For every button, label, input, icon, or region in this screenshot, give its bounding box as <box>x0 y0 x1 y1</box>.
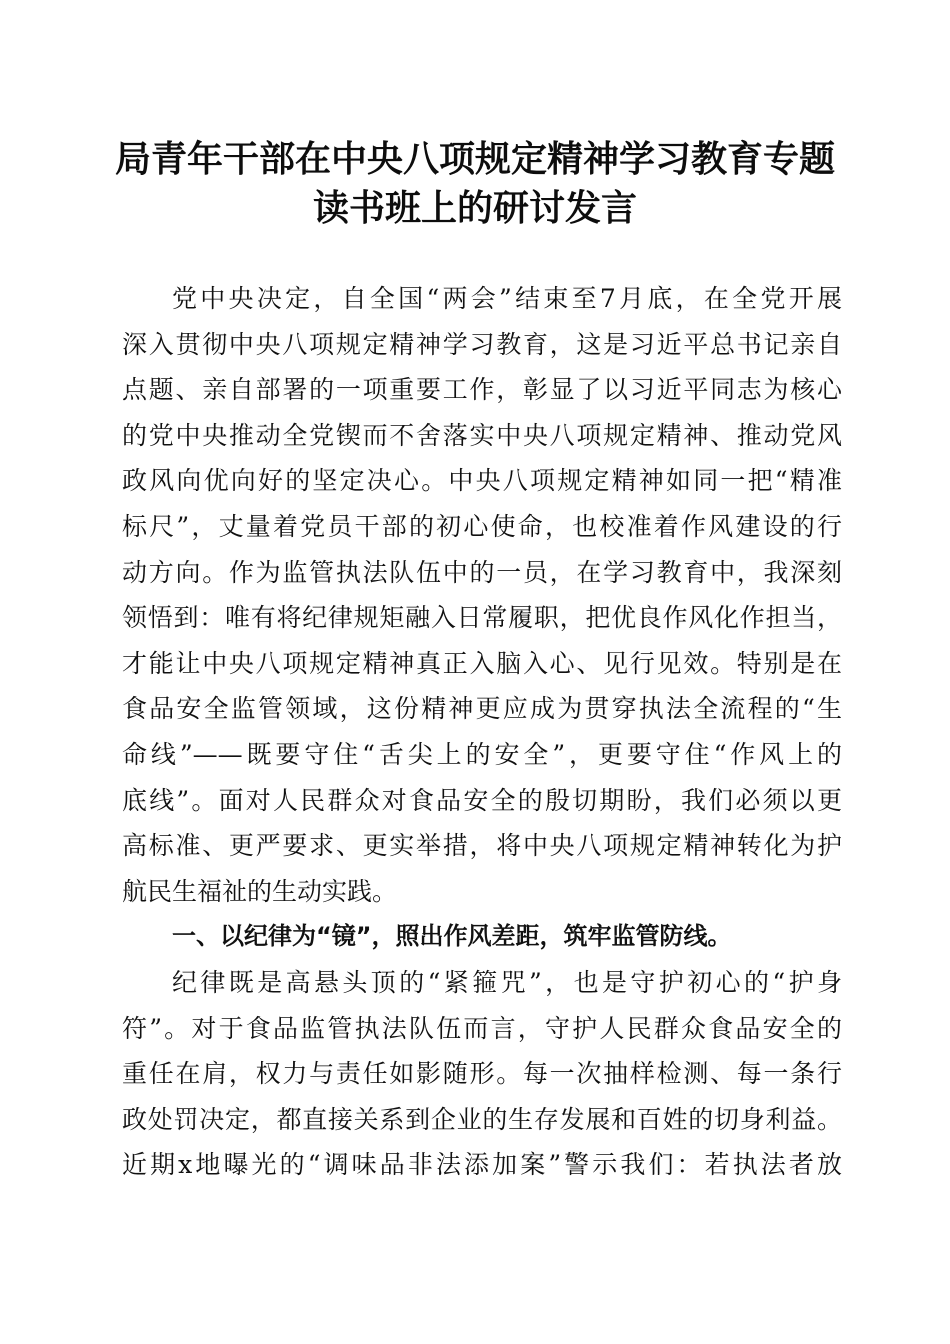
document-body <box>122 276 842 1188</box>
paragraph-line: 航民生福祉的生动实践。 <box>122 876 398 906</box>
paragraph-line: 标尺”，丈量着党员干部的初心使命，也校准着作风建设的行 <box>122 511 842 541</box>
paragraph-line: 命线”——既要守住“舌尖上的安全”，更要守住“作风上的 <box>122 739 842 769</box>
paragraph-line: 政处罚决定，都直接关系到企业的生存发展和百姓的切身利益。 <box>122 1104 842 1134</box>
paragraph-line: 领悟到：唯有将纪律规矩融入日常履职，把优良作风化作担当， <box>122 603 842 633</box>
paragraph-line: 重任在肩，权力与责任如影随形。每一次抽样检测、每一条行 <box>122 1059 842 1089</box>
paragraph-line: 动方向。作为监管执法队伍中的一员，在学习教育中，我深刻 <box>122 557 842 587</box>
paragraph-line: 食品安全监管领域，这份精神更应成为贯穿执法全流程的“生 <box>122 694 842 724</box>
paragraph-line: 符”。对于食品监管执法队伍而言，守护人民群众食品安全的 <box>122 1013 842 1043</box>
paragraph-line: 底线”。面对人民群众对食品安全的殷切期盼，我们必须以更 <box>122 785 842 815</box>
paragraph-line: 近期x地曝光的“调味品非法添加案”警示我们：若执法者放 <box>122 1150 842 1180</box>
paragraph-line: 才能让中央八项规定精神真正入脑入心、见行见效。特别是在 <box>122 648 842 678</box>
paragraph-line: 点题、亲自部署的一项重要工作，彰显了以习近平同志为核心 <box>122 375 842 405</box>
paragraph-line: 纪律既是高悬头顶的“紧箍咒”，也是守护初心的“护身 <box>172 967 842 997</box>
paragraph-line: 政风向优向好的坚定决心。中央八项规定精神如同一把“精准 <box>122 466 842 496</box>
document-title-line-2: 读书班上的研讨发言 <box>312 187 637 229</box>
paragraph-line: 高标准、更严要求、更实举措，将中央八项规定精神转化为护 <box>122 831 842 861</box>
paragraph-line: 深入贯彻中央八项规定精神学习教育，这是习近平总书记亲自 <box>122 329 842 359</box>
paragraph-line: 党中央决定，自全国“两会”结束至7月底，在全党开展 <box>172 284 842 313</box>
section-heading: 一、以纪律为“镜”，照出作风差距，筑牢监管防线。 <box>172 922 732 951</box>
document-title-line-1: 局青年干部在中央八项规定精神学习教育专题 <box>114 138 835 180</box>
paragraph-line: 的党中央推动全党锲而不舍落实中央八项规定精神、推动党风 <box>122 420 842 450</box>
